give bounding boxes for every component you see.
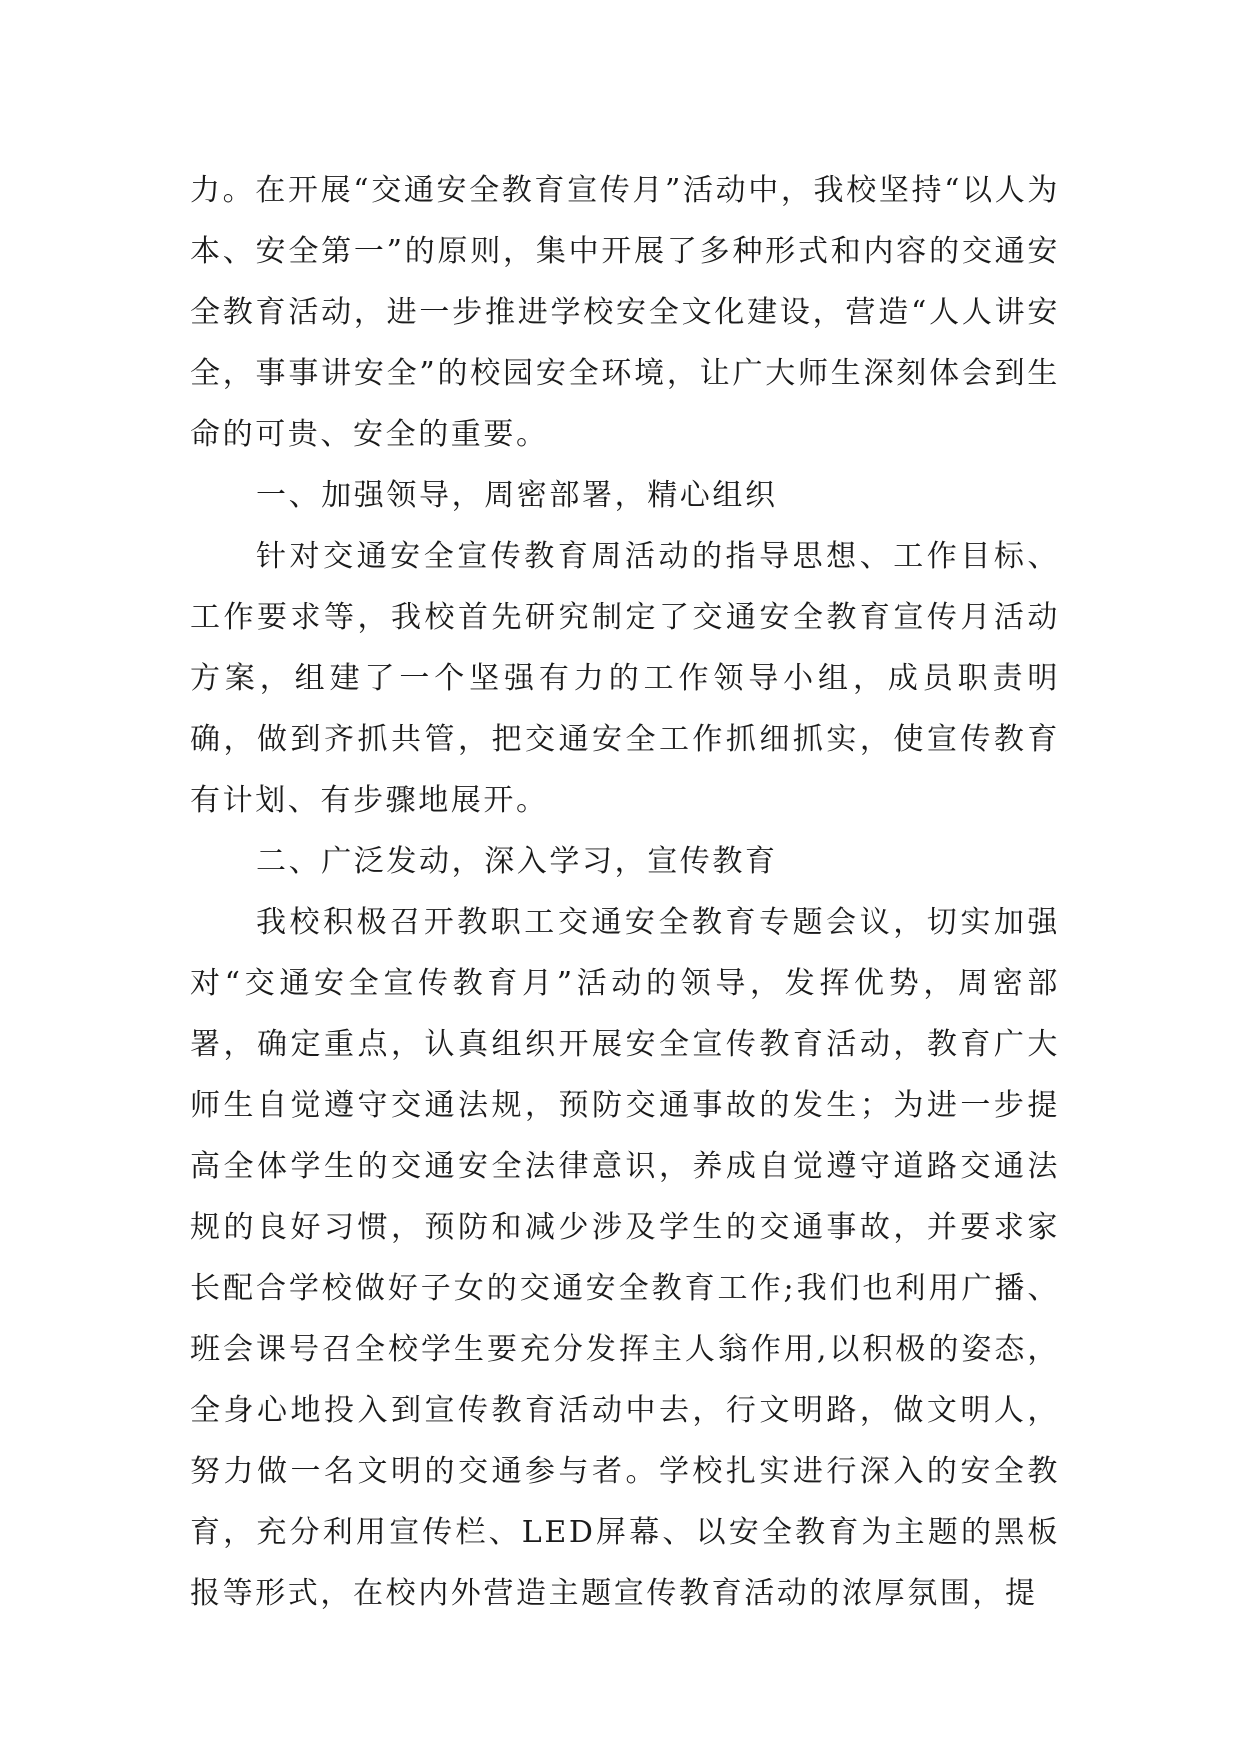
document-body — [190, 160, 1060, 1624]
paragraph-section-2: 我校积极召开教职工交通安全教育专题会议，切实加强对“交通安全宣传教育月”活动的领导，发挥优势，周密部署，确定重点，认真组织开展安全宣传教育活动，教育广大师生自觉遵守交通法规，预防交通事故的发生；为进一步提高全体学生的交通安全法律意识，养成自觉遵守道路交通法规的良好习惯，预防和减少涉及学生的交通事故，并要求家长配合学校做好子女的交通安全教育工作;我们也利用广播、班会课号召全校学生要充分发挥主人翁作用,以积极的姿态，全身心地投入到宣传教育活动中去，行文明路，做文明人，努力做一名文明的交通参与者。学校扎实进行深入的安全教育，充分利用宣传栏、LED屏幕、以安全教育为主题的黑板报等形式，在校内外营造主题宣传教育活动的浓厚氛围，提 — [190, 905, 1060, 1611]
paragraph-section-1: 针对交通安全宣传教育周活动的指导思想、工作目标、工作要求等，我校首先研究制定了交通安全教育宣传月活动方案，组建了一个坚强有力的工作领导小组，成员职责明确，做到齐抓共管，把交通安全工作抓细抓实，使宣传教育有计划、有步骤地展开。 — [190, 539, 1060, 818]
section-heading-1: 一、加强领导，周密部署，精心组织 — [256, 478, 778, 513]
paragraph-intro-continued: 力。在开展“交通安全教育宣传月”活动中，我校坚持“以人为本、安全第一”的原则，集中开展了多种形式和内容的交通安全教育活动，进一步推进学校安全文化建设，营造“人人讲安全，事事讲安全”的校园安全环境，让广大师生深刻体会到生命的可贵、安全的重要。 — [190, 173, 1060, 452]
section-heading-2: 二、广泛发动，深入学习，宣传教育 — [256, 844, 778, 879]
